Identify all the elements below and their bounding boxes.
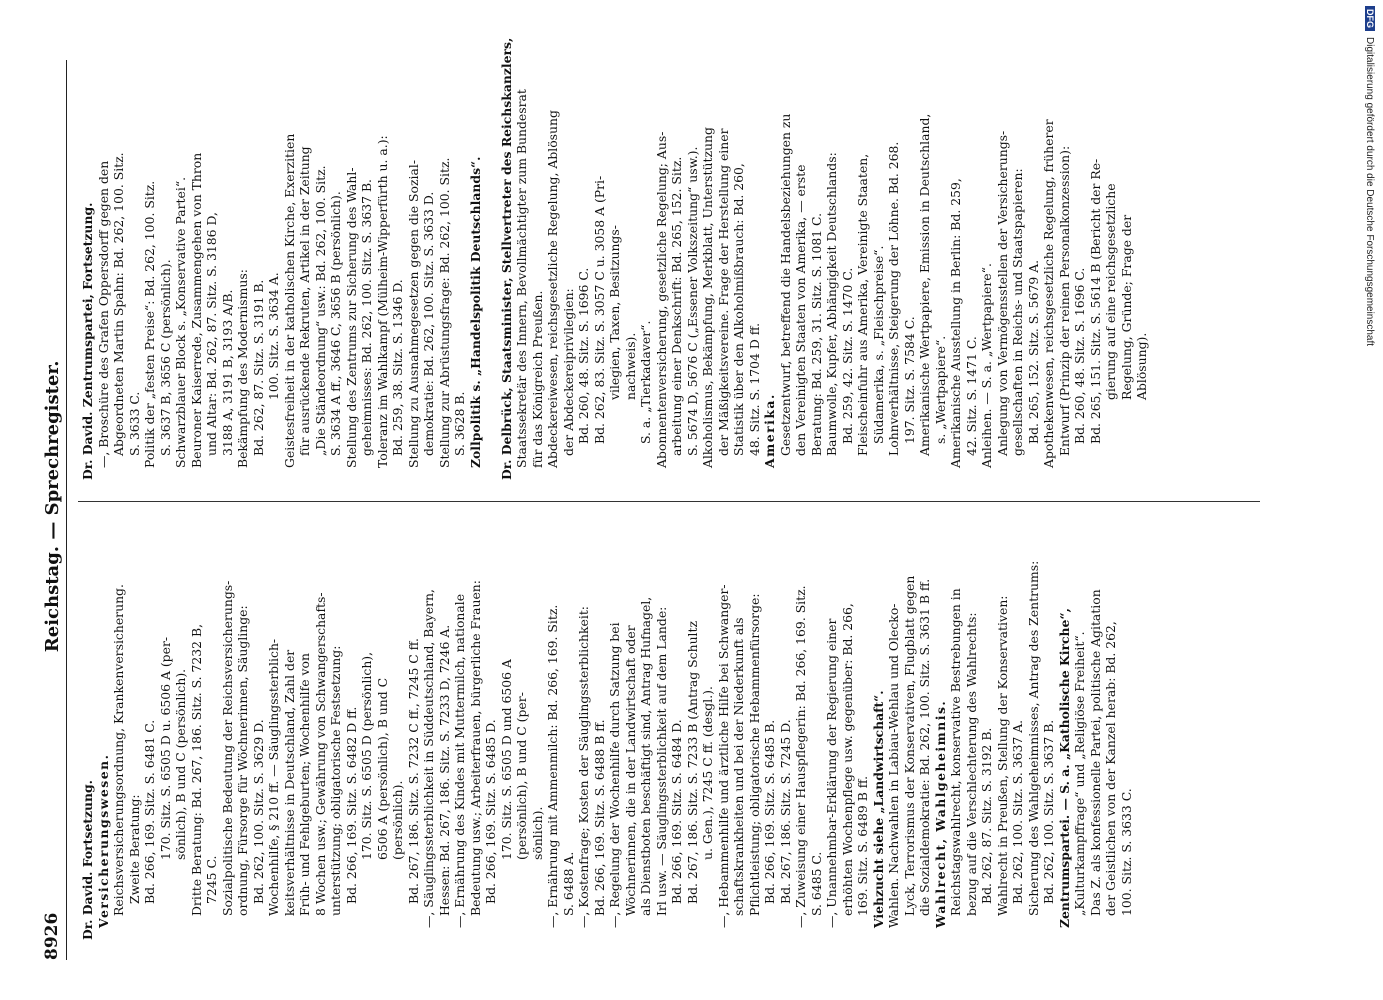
register-line: Dr. Delbrück, Staatsminister, Stellvertreter des Reichskanzlers, [498,37,514,480]
register-line [483,40,499,480]
register-line: Bd. 262, 100. Sitz. S. 3637 B. [1041,719,1056,904]
register-line: S. 3637 B, 3656 C (persönlich). [157,259,173,456]
register-line: Wochenhilfe, § 210 ff. — Säuglingssterblich- [266,638,281,916]
register-line: vilegien, Taxen, Besitzungs- [607,225,622,400]
dfg-logo: DFG [1365,6,1375,31]
register-line: Wahlrecht, Wahlgeheimnis. [932,699,948,928]
register-line: Entwurf (Prinzip der reinen Personalkonzession): [1056,145,1072,456]
register-line: S. 6485 C. [808,851,824,916]
register-line: S. 3628 B. [452,391,467,456]
register-line: —, Kostenfrage; Kosten der Säuglingssterblichkeit: [576,606,591,928]
register-line: bezug auf die Verschlechterung des Wahlrechts: [963,612,979,916]
register-line: Bd. 260, 48. Sitz. S. 1696 C. [1072,267,1087,444]
register-line: Regelung, Gründe; Frage der [1118,214,1134,400]
register-line: unterstützung; obligatorische Festsetzung: [328,645,343,916]
register-line: Reichsversicherungsordnung, Krankenversicherung. [111,584,126,916]
register-line: 170. Sitz. S. 6505 D (persönlich), [359,651,374,860]
left-column [80,520,1260,940]
register-line: Bd. 259, 42. Sitz. S. 1470 C. [839,267,855,444]
register-line: Fleischeinfuhr aus Amerika, Vereinigte Staaten, [855,153,870,456]
register-line: keitsverhältnisse in Deutschland, Zahl der [281,649,297,916]
register-line: Alkoholismus, Bekämpfung, Merkblatt, Unterstützung [700,127,715,468]
register-line: Bd. 267, 186. Sitz. S. 7245 D. [777,719,793,904]
register-line: Geistesfreiheit in der katholischen Kirche, Exerzitien [281,133,297,468]
register-line: Anleihen. — S. a. „Wertpapiere“. [979,263,994,468]
register-line: demokratie: Bd. 262, 100. Sitz. S. 3633 D. [421,191,436,456]
register-line: Bd. 260, 48. Sitz. S. 1696 C. [576,267,591,444]
register-line: Schwarzblauer Block s. „Konservative Partei“. [173,176,188,468]
register-line: und Altar: Bd. 262, 87. Sitz. S. 3186 D, [204,212,219,456]
register-line: 170. Sitz. S. 6505 D u. 6506 A (per- [157,636,173,860]
register-line: gierung auf eine reichsgesetzliche [1103,183,1118,400]
register-line: sönlich). [529,806,545,860]
register-line: 8 Wochen usw.; Gewährung von Schwangerschafts- [312,592,328,916]
register-line: —, Unannehmbar-Erklärung der Regierung einer [824,618,839,928]
register-line: s. „Wertpapiere“. [932,335,948,444]
credit-text: Digitalisierung gefördert durch die Deutsche Forschungsgemeinschaft [1364,37,1375,347]
register-line: —, Zuweisung einer Hauspflegerin: Bd. 266, 169. Sitz. [793,585,808,928]
register-line: 42. Sitz. S. 1471 C. [963,336,979,456]
register-line: erhöhten Wochenpflege usw. gegenüber: Bd. 266, [839,603,855,916]
register-line: 6506 A (persönlich), B und C [374,677,390,860]
register-line: (persönlich), B und C (per- [514,692,529,860]
right-column [80,37,1260,480]
register-line: 48. Sitz. S. 1704 D ff. [746,322,762,456]
register-line: u. Gen.), 7245 C ff. (desgl.). [700,686,715,860]
register-line: Anlegung von Vermögensstellen der Versicherungs- [994,130,1010,456]
register-line: Wöchnerinnen, die in der Landwirtschaft oder [622,625,638,916]
register-line: Dr. David. Fortsetzung. [80,780,95,940]
page-header [38,60,67,960]
register-line: Gesetzentwurf, betreffend die Handelsbeziehungen zu [777,113,793,456]
register-line: —, Broschüre des Grafen Oppersdorff gegen den [95,160,111,468]
register-line: Bd. 262, 100. Sitz. S. 3629 D. [250,719,266,904]
register-line: Toleranz im Wahlkampf (Mülheim-Wipperfürth u. a.): [374,135,390,468]
register-line: —, Ernährung mit Ammenmilch: Bd. 266, 169. Sitz. [545,604,560,928]
register-line: geheimnisses: Bd. 262, 100. Sitz. S. 3637 B. [359,179,374,456]
register-line: 197. Sitz. S. 7584 C. [901,316,917,444]
register-line: Stellung zu Ausnahmegesetzen gegen die Sozial- [405,159,421,468]
register-line: Amerikanische Ausstellung in Berlin: Bd. 259, [948,178,963,468]
register-line: ordnung, Fürsorge für Wöchnerinnen, Säuglinge: [235,605,250,916]
register-line: „Kulturkampffrage“ und „Religiöse Freiheit“. [1072,631,1087,916]
register-line: S. a. „Tierkadaver“. [638,320,653,444]
register-line: Bekämpfung des Modernismus: [235,269,250,468]
register-line: Bd. 265, 151. Sitz. S. 5614 B (Bericht der Re- [1087,158,1103,444]
register-line: gesellschaften in Reichs- und Staatspapieren: [1010,168,1025,456]
register-line: Versicherungswesen. [95,753,111,928]
register-line: S. 6488 A. [560,851,576,916]
register-line: Bd. 266, 169. Sitz. S. 6484 D. [669,719,684,904]
register-line: Viehzucht siehe „Landwirtschaft“. [870,690,886,928]
register-line: der Mäßigkeitsvereine. Frage der Herstellung einer [715,128,731,456]
register-line: für das Königreich Preußen. [529,290,545,468]
register-line: Irl usw. — Säuglingssterblichkeit auf dem Lande: [653,606,669,916]
register-line: 100. Sitz. S. 3633 C. [1118,788,1134,916]
register-line: —, Säuglingssterblichkeit in Süddeutschland, Bayern, [421,589,436,928]
register-line: Zweite Beratung: [126,794,142,904]
register-line: Bd. 262, 100. Sitz. S. 3637 A. [1010,719,1025,904]
register-line: Südamerika, s. „Fleischpreise“. [870,245,886,444]
register-line: Bd. 266, 169. Sitz. S. 6481 C. [142,719,157,904]
register-line: Hessen: Bd. 267, 186. Sitz. S. 7233 D, 7246 A. [436,624,452,916]
register-line: Sicherung des Wahlgeheimnisses, Antrag des Zentrums: [1025,560,1041,916]
register-line: Statistik über den Alkoholmißbrauch: Bd. 260, [731,163,746,456]
register-line: Dritte Beratung: Bd. 267, 186. Sitz. S. 7232 B, [188,623,204,916]
register-line: Beratung: Bd. 259, 31. Sitz. S. 1081 C. [808,212,824,456]
register-line: der Geistlichen von der Kanzel herab: Bd. 262, [1103,621,1118,916]
register-line: Lohnverhältnisse, Steigerung der Löhne. Bd. 268. [886,141,901,456]
register-title: Reichstag. — Sprechregister. [41,360,63,653]
register-line: Ablösung). [1134,332,1149,400]
register-line: S. 3634 A ff., 3646 C, 3656 B (persönlich). [328,191,343,456]
register-line: Amerika. [762,393,777,468]
register-line: (persönlich). [390,780,405,860]
page-number: 8926 [42,912,62,960]
register-line: 3188 A, 3191 B, 3193 A/B. [219,289,235,456]
register-line: Pflichtleistung; obligatorische Hebammenfürsorge: [746,593,762,916]
register-line: der Abdeckereiprivilegien: [560,288,576,456]
register-line: Bd. 267, 186. Sitz. S. 7233 B (Antrag Schultz [684,620,700,904]
digitization-credit [1361,6,1375,994]
register-line: 170. Sitz. S. 6505 D und 6506 A [498,659,514,860]
register-line: Abgeordneten Martin Spahn: Bd. 262, 100. Sitz. [111,152,126,456]
register-line: Bd. 266, 169. Sitz. S. 6488 B ff. [591,719,607,916]
register-line: arbeitung einer Denkschrift: Bd. 265, 152. Sitz. [669,156,684,456]
register-line: Bd. 259, 38. Sitz. S. 1346 D. [390,279,405,456]
register-line: 7245 C. [204,855,219,904]
register-line: Stellung zur Abrüstungsfrage: Bd. 262, 100. Sitz. [436,157,452,468]
register-line: schaftskrankheiten und bei der Niederkunft als [731,617,746,916]
register-line: als Dienstboten beschäftigt sind, Antrag Hufnagel, [638,596,653,916]
register-line: Amerikanische Wertpapiere, Emission in Deutschland, [917,113,932,456]
register-line: Baumwolle, Kupfer, Abhängigkeit Deutschlands: [824,152,839,456]
register-line: Wahlen. Nachwahlen in Labiau-Wehlau und Olecko- [886,603,901,928]
register-line: für ausrückende Rekruten, Artikel in der Zeitung [297,146,312,456]
register-line: —, Hebammenhilfe und ärztliche Hilfe bei Schwanger- [715,584,731,928]
register-line: sönlich), B und C (persönlich). [173,668,188,860]
register-line: Bd. 267, 186. Sitz. S. 7232 C ff., 7245 C ff. [405,638,421,904]
register-line: Zentrumspartei. — S. a. „Katholische Kirche“, [1056,608,1072,928]
register-line: Bd. 266, 169. Sitz. S. 6485 D. [483,719,498,904]
register-line: Dr. David. Zentrumspartei, Fortsetzung. [80,202,95,480]
register-line: Bd. 262, 83. Sitz. S. 3057 C u. 3058 A (Pri- [591,175,607,444]
register-line: Beuroner Kaiserrede, Zusammengehen von Thron [188,152,204,468]
register-line: den Vereinigten Staaten von Amerika, — erste [793,164,808,456]
register-line: Staatssekretär des Innern, Bevollmächtigter zum Bundesrat [514,89,529,468]
register-line: Abdeckereiwesen, reichsgesetzliche Regelung, Ablösung [545,110,560,468]
register-line: Reichstagswahlrecht, konservative Bestrebungen in [948,588,963,916]
register-line: nachweis). [622,332,638,400]
register-line: S. 3633 C. [126,391,142,456]
register-line: Bd. 262, 87. Sitz. S. 3191 B. [250,279,266,456]
column-divider [78,501,1260,502]
register-line: Bd. 265, 152. Sitz. S. 5679 A. [1025,259,1041,444]
register-line: —, Regelung der Wochenhilfe durch Satzung bei [607,622,622,928]
register-line: Stellung des Zentrums zur Sicherung des Wahl- [343,167,359,468]
register-line: Abonnentenversicherung, gesetzliche Regelung; Aus- [653,131,669,468]
register-line: S. 5674 D, 5676 C („Essener Volkszeitung“ usw.). [684,146,700,456]
register-line: Apothekenwesen, reichsgesetzliche Regelung, früherer [1041,119,1056,468]
register-line: Lyck, Terrorismus der Konservativen, Flugblatt gegen [901,575,917,916]
register-line: Bd. 262, 87. Sitz. S. 3192 B. [979,727,994,904]
register-line: Politik der „festen Preise“: Bd. 262, 100. Sitz. [142,180,157,468]
register-line: Wahlrecht in Preußen, Stellung der Konservativen: [994,595,1010,916]
register-line: Bd. 266, 169. Sitz. S. 6485 B. [762,719,777,904]
register-line: —, Ernährung des Kindes mit Muttermilch, nationale [452,593,467,928]
register-line: „Die Ständeordnung“ usw.: Bd. 262, 100. Sitz. [312,165,328,456]
register-line: Bedeutung usw.; Arbeiterfrauen, bürgerliche Frauen: [467,580,483,916]
register-line: Das Z. als konfessionelle Partei, politische Agitation [1087,589,1103,916]
register-line: Bd. 266, 169. Sitz. S. 6482 D ff. [343,706,359,904]
register-line: die Sozialdemokratie: Bd. 262, 100. Sitz. S. 3631 B ff. [917,578,932,916]
register-line: Sozialpolitische Bedeutung der Reichsversicherungs- [219,580,235,916]
register-line: Zollpolitik s. „Handelspolitik Deutschlands“. [467,156,483,468]
register-line: 100. Sitz. S. 3634 A. [266,272,281,400]
register-line: 169. Sitz. S. 6489 B ff. [855,775,870,916]
register-line: Früh- und Fehlgeburten; Wochenhilfe von [297,653,312,916]
